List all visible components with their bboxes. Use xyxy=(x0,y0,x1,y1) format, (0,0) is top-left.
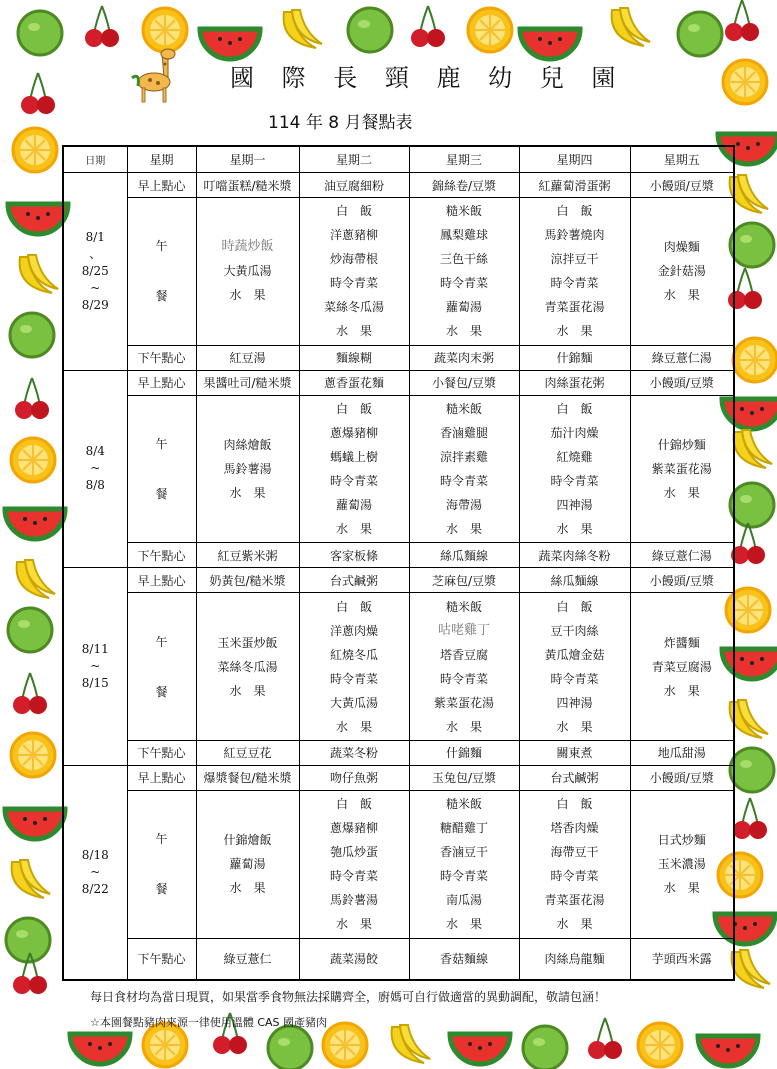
menu-cell: 台式鹹粥 xyxy=(519,765,630,790)
dish: 金針菇湯 xyxy=(657,264,706,279)
menu-cell: 香菇麵線 xyxy=(409,938,519,980)
dish: 水 果 xyxy=(445,324,482,339)
dish: 時令青菜 xyxy=(550,276,599,291)
dish: 白 飯 xyxy=(556,204,593,219)
menu-cell: 小饅頭/豆漿 xyxy=(630,173,734,198)
lunch-label-2: 餐 xyxy=(155,882,168,897)
date-text: 8/22 xyxy=(81,881,109,896)
menu-cell: 蔬菜肉絲冬粉 xyxy=(519,543,630,568)
date-text: 8/11 xyxy=(81,642,109,657)
date-text: 8/18 xyxy=(81,847,109,862)
dish: 四神湯 xyxy=(556,695,593,710)
dish: 水 果 xyxy=(445,521,482,536)
lunch-cell xyxy=(409,198,519,346)
dish: 青菜蛋花湯 xyxy=(544,300,605,315)
dish: 時令青菜 xyxy=(439,473,488,488)
day-header: 星期一 xyxy=(196,146,299,173)
dish: 水 果 xyxy=(335,719,372,734)
lunch-cell xyxy=(630,790,734,938)
menu-cell: 奶黃包/糙米漿 xyxy=(196,568,299,593)
dish: 水 果 xyxy=(229,485,266,500)
afternoon-label: 下午點心 xyxy=(127,740,196,765)
dish: 糙米飯 xyxy=(445,401,482,416)
dish: 水 果 xyxy=(229,288,266,303)
dish: 馬鈴薯湯 xyxy=(223,461,272,476)
school-name: 國 際 長 頸 鹿 幼 兒 園 xyxy=(230,64,626,92)
menu-cell: 關東煮 xyxy=(519,740,630,765)
menu-cell: 客家板條 xyxy=(299,543,409,568)
lunch-row xyxy=(63,593,734,741)
dish: 水 果 xyxy=(663,881,700,896)
lunch-cell xyxy=(630,593,734,741)
dish: 白 飯 xyxy=(335,797,372,812)
afternoon-snack-row xyxy=(63,740,734,765)
date-text: ~ xyxy=(90,659,101,674)
dish: 什錦炒麵 xyxy=(657,437,706,452)
dish: 炒海帶根 xyxy=(329,252,378,267)
lunch-cell xyxy=(299,198,409,346)
dish: 螞蟻上樹 xyxy=(329,449,378,464)
lunch-cell xyxy=(409,790,519,938)
dish: 白 飯 xyxy=(335,204,372,219)
day-header: 星期二 xyxy=(299,146,409,173)
menu-cell: 絲瓜麵線 xyxy=(519,568,630,593)
dish: 水 果 xyxy=(556,324,593,339)
lunch-cell xyxy=(196,395,299,543)
menu-cell: 油豆腐細粉 xyxy=(299,173,409,198)
dish: 香滷雞腿 xyxy=(439,425,488,440)
dish: 水 果 xyxy=(663,683,700,698)
dish: 糖醋雞丁 xyxy=(439,821,488,836)
menu-cell: 綠豆薏仁 xyxy=(196,938,299,980)
dish: 時令青菜 xyxy=(439,869,488,884)
dish: 白 飯 xyxy=(335,599,372,614)
menu-cell: 紅蘿蔔滑蛋粥 xyxy=(519,173,630,198)
dish: 菜絲冬瓜湯 xyxy=(217,659,278,674)
dish: 白 飯 xyxy=(556,401,593,416)
dish: 水 果 xyxy=(556,917,593,932)
morning-snack-row xyxy=(63,370,734,395)
afternoon-label: 下午點心 xyxy=(127,543,196,568)
menu-cell: 吻仔魚粥 xyxy=(299,765,409,790)
morning-snack-row xyxy=(63,568,734,593)
dish: 四神湯 xyxy=(556,497,593,512)
menu-cell: 小饅頭/豆漿 xyxy=(630,370,734,395)
menu-cell: 台式鹹粥 xyxy=(299,568,409,593)
lunch-label-1: 午 xyxy=(155,436,168,451)
dish: 白 飯 xyxy=(556,797,593,812)
lunch-cell xyxy=(519,593,630,741)
dish: 紫菜蛋花湯 xyxy=(433,695,494,710)
dish: 水 果 xyxy=(229,683,266,698)
lunch-cell xyxy=(196,593,299,741)
date-header: 日期 xyxy=(63,146,127,173)
dish: 涼拌素雞 xyxy=(439,449,488,464)
afternoon-snack-row xyxy=(63,345,734,370)
dish: 時令青菜 xyxy=(550,869,599,884)
dish: 青菜豆腐湯 xyxy=(651,659,712,674)
lunch-label xyxy=(127,790,196,938)
dish: 海帶湯 xyxy=(445,497,482,512)
menu-cell: 爆漿餐包/糙米漿 xyxy=(196,765,299,790)
dish: 紫菜蛋花湯 xyxy=(651,461,712,476)
lunch-label-2: 餐 xyxy=(155,486,168,501)
menu-cell: 紅豆湯 xyxy=(196,345,299,370)
lunch-label xyxy=(127,198,196,346)
dish: 蔥爆豬柳 xyxy=(329,425,378,440)
date-text: 8/8 xyxy=(85,478,105,493)
dish: 白 飯 xyxy=(556,599,593,614)
menu-cell: 肉絲烏龍麵 xyxy=(519,938,630,980)
dish: 時蔬炒飯 xyxy=(221,239,274,255)
afternoon-snack-row xyxy=(63,543,734,568)
day-header: 星期五 xyxy=(630,146,734,173)
menu-cell: 蔬菜冬粉 xyxy=(299,740,409,765)
lunch-cell xyxy=(630,198,734,346)
dish: 蘿蔔湯 xyxy=(445,300,482,315)
dish: 糙米飯 xyxy=(445,797,482,812)
lunch-label-2: 餐 xyxy=(155,684,168,699)
lunch-cell xyxy=(630,395,734,543)
menu-cell: 綠豆薏仁湯 xyxy=(630,345,734,370)
dish: 咕咾雞丁 xyxy=(437,622,490,638)
date-text: 8/29 xyxy=(81,297,109,312)
morning-snack-row xyxy=(63,765,734,790)
dish: 糙米飯 xyxy=(445,204,482,219)
day-header: 星期三 xyxy=(409,146,519,173)
menu-title: 114 年 8 月餐點表 xyxy=(268,113,413,133)
menu-cell: 芋頭西米露 xyxy=(630,938,734,980)
dish: 洋蔥豬柳 xyxy=(329,228,378,243)
dish: 塔香肉燥 xyxy=(550,821,599,836)
menu-cell: 果醬吐司/糙米漿 xyxy=(196,370,299,395)
dish: 大黃瓜湯 xyxy=(329,695,378,710)
dish: 匏瓜炒蛋 xyxy=(329,845,378,860)
lunch-cell xyxy=(299,395,409,543)
dish: 水 果 xyxy=(229,881,266,896)
dish: 日式炒麵 xyxy=(657,833,706,848)
menu-cell: 綠豆薏仁湯 xyxy=(630,543,734,568)
week-dates xyxy=(63,568,127,766)
dish: 時令青菜 xyxy=(329,671,378,686)
dish: 時令青菜 xyxy=(329,276,378,291)
dish: 玉米蛋炒飯 xyxy=(217,635,278,650)
day-header: 星期四 xyxy=(519,146,630,173)
dish: 水 果 xyxy=(335,521,372,536)
dish: 蘿蔔湯 xyxy=(335,497,372,512)
lunch-label-1: 午 xyxy=(155,239,168,254)
menu-cell: 蔥香蛋花麵 xyxy=(299,370,409,395)
afternoon-snack-row xyxy=(63,938,734,980)
dish: 時令青菜 xyxy=(439,276,488,291)
dish: 涼拌豆干 xyxy=(550,252,599,267)
dish: 香滷豆干 xyxy=(439,845,488,860)
dish: 時令青菜 xyxy=(439,671,488,686)
date-text: ~ xyxy=(90,461,101,476)
dish: 肉絲燴飯 xyxy=(223,437,272,452)
menu-cell: 小餐包/豆漿 xyxy=(409,370,519,395)
menu-table xyxy=(62,145,735,981)
date-text: ~ xyxy=(90,280,101,295)
dish: 時令青菜 xyxy=(550,473,599,488)
dish: 水 果 xyxy=(445,917,482,932)
menu-cell: 地瓜甜湯 xyxy=(630,740,734,765)
dish: 水 果 xyxy=(556,719,593,734)
menu-cell: 錦絲卷/豆漿 xyxy=(409,173,519,198)
dish: 馬鈴薯湯 xyxy=(329,893,378,908)
menu-cell: 紅豆紫米粥 xyxy=(196,543,299,568)
menu-cell: 絲瓜麵線 xyxy=(409,543,519,568)
dish: 什錦燴飯 xyxy=(223,833,272,848)
morning-label: 早上點心 xyxy=(127,370,196,395)
menu-cell: 什錦麵 xyxy=(409,740,519,765)
lunch-label xyxy=(127,395,196,543)
note-food-sourcing: 每日食材均為當日現買，如果當季食物無法採購齊全，廚媽可自行做適當的異動調配，敬請包涵！ xyxy=(90,990,607,1004)
lunch-cell xyxy=(409,593,519,741)
lunch-cell xyxy=(299,593,409,741)
afternoon-label: 下午點心 xyxy=(127,938,196,980)
week-dates xyxy=(63,370,127,568)
afternoon-label: 下午點心 xyxy=(127,345,196,370)
dish: 蘿蔔湯 xyxy=(229,857,266,872)
dish: 炸醬麵 xyxy=(663,635,700,650)
dish: 時令青菜 xyxy=(550,671,599,686)
menu-cell: 麵線糊 xyxy=(299,345,409,370)
menu-cell: 小饅頭/豆漿 xyxy=(630,568,734,593)
date-text: 8/25 xyxy=(81,263,109,278)
dish: 玉米濃湯 xyxy=(657,857,706,872)
note-pork-source: ☆本園餐點豬肉來源一律使用溫體 CAS 國產豬肉 xyxy=(90,1016,328,1029)
dish: 水 果 xyxy=(445,719,482,734)
date-text: 8/4 xyxy=(85,444,105,459)
lunch-row xyxy=(63,395,734,543)
dish: 紅燒雞 xyxy=(556,449,593,464)
menu-cell: 叮噹蛋糕/糙米漿 xyxy=(196,173,299,198)
lunch-cell xyxy=(519,198,630,346)
header-row xyxy=(63,146,734,173)
menu-cell: 芝麻包/豆漿 xyxy=(409,568,519,593)
dish: 塔香豆腐 xyxy=(439,647,488,662)
dish: 紅燒冬瓜 xyxy=(329,647,378,662)
morning-label: 早上點心 xyxy=(127,765,196,790)
dish: 大黃瓜湯 xyxy=(223,264,272,279)
dish: 黃瓜燴金菇 xyxy=(544,647,605,662)
menu-cell: 蔬菜湯餃 xyxy=(299,938,409,980)
dish: 糙米飯 xyxy=(445,599,482,614)
date-text: ~ xyxy=(90,864,101,879)
dish: 水 果 xyxy=(556,521,593,536)
dish: 鳳梨雞球 xyxy=(439,228,488,243)
morning-snack-row xyxy=(63,173,734,198)
dish: 水 果 xyxy=(335,324,372,339)
date-text: 8/15 xyxy=(81,676,109,691)
lunch-cell xyxy=(519,395,630,543)
giraffe-icon xyxy=(128,48,186,103)
lunch-cell xyxy=(519,790,630,938)
lunch-row xyxy=(63,790,734,938)
lunch-label-1: 午 xyxy=(155,634,168,649)
menu-cell: 什錦麵 xyxy=(519,345,630,370)
weekday-header: 星期 xyxy=(127,146,196,173)
menu-cell: 肉絲蛋花粥 xyxy=(519,370,630,395)
lunch-cell xyxy=(196,790,299,938)
menu-cell: 紅豆豆花 xyxy=(196,740,299,765)
menu-cell: 蔬菜肉末粥 xyxy=(409,345,519,370)
dish: 水 果 xyxy=(663,288,700,303)
lunch-label-2: 餐 xyxy=(155,289,168,304)
dish: 時令青菜 xyxy=(329,869,378,884)
lunch-cell xyxy=(196,198,299,346)
menu-cell: 玉兔包/豆漿 xyxy=(409,765,519,790)
morning-label: 早上點心 xyxy=(127,568,196,593)
lunch-cell xyxy=(299,790,409,938)
date-text: 、 xyxy=(89,246,102,261)
dish: 水 果 xyxy=(663,485,700,500)
dish: 馬鈴薯燒肉 xyxy=(544,228,605,243)
week-dates xyxy=(63,173,127,371)
dish: 青菜蛋花湯 xyxy=(544,893,605,908)
lunch-row xyxy=(63,198,734,346)
dish: 茄汁肉燥 xyxy=(550,425,599,440)
menu-cell: 小饅頭/豆漿 xyxy=(630,765,734,790)
dish: 時令青菜 xyxy=(329,473,378,488)
lunch-label xyxy=(127,593,196,741)
lunch-label-1: 午 xyxy=(155,832,168,847)
lunch-cell xyxy=(409,395,519,543)
dish: 洋蔥肉燥 xyxy=(329,623,378,638)
dish: 菜絲冬瓜湯 xyxy=(323,300,384,315)
week-dates xyxy=(63,765,127,980)
dish: 白 飯 xyxy=(335,401,372,416)
dish: 三色干絲 xyxy=(439,252,488,267)
dish: 南瓜湯 xyxy=(445,893,482,908)
dish: 肉燥麵 xyxy=(663,240,700,255)
dish: 水 果 xyxy=(335,917,372,932)
dish: 蔥爆豬柳 xyxy=(329,821,378,836)
dish: 海帶豆干 xyxy=(550,845,599,860)
date-text: 8/1 xyxy=(85,229,105,244)
morning-label: 早上點心 xyxy=(127,173,196,198)
dish: 豆干肉絲 xyxy=(550,623,599,638)
